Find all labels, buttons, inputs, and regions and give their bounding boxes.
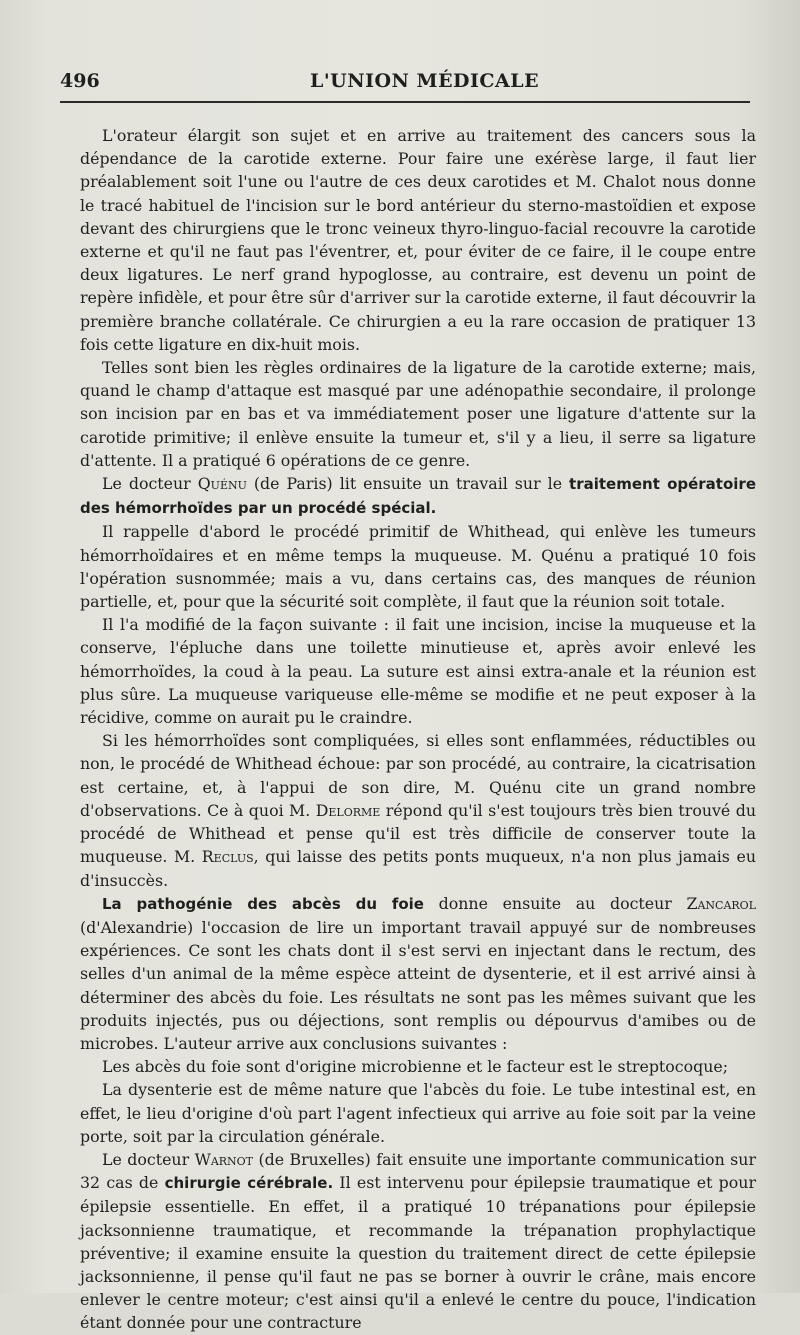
text-run: (de Bruxelles) fait ensuite une importante communication sur 32 cas de (80, 1149, 756, 1193)
text-run: La dysenterie est de même nature que l'abcès du foie. Le tube intestinal est, en effet, le lieu d'origine d'où part l'agent infectieux qui arrive au foie soit par la veine porte, soit par la circulation générale. (80, 1080, 756, 1146)
paragraph (80, 729, 756, 891)
author-name: Warnot (194, 1149, 254, 1169)
bold-phrase: traitement opératoire des hémorrhoïdes par un procédé spécial. (80, 475, 756, 518)
author-name: Quénu (197, 474, 247, 494)
text-run: répond qu'il s'est toujours très bien trouvé du procédé de Whithead et pense qu'il est très difficile de conserver toute la muqueuse. M. (80, 800, 756, 867)
bold-phrase: chirurgie cérébrale. (164, 1174, 334, 1193)
paragraph (80, 1055, 756, 1078)
text-run: Il l'a modifié de la façon suivante : il fait une incision, incise la muqueuse et la conserve, l'épluche dans une toilette minutieuse et, après avoir enlevé les hémorrhoïdes, la coud à la peau. La suture est ainsi extra-anale et la réunion est plus sûre. La muqueuse variqueuse elle-même se modifie et ne peut exposer à la récidive, comme on aurait pu le craindre. (80, 615, 756, 728)
text-run: donne ensuite au docteur (424, 893, 687, 913)
text-run: Il est intervenu pour épilepsie traumatique et pour épilepsie essentielle. En effet, il a pratiqué 10 trépanations pour épilepsie jacksonnienne traumatique, et recommande la trépanation prophylactique préventive; il examine ensuite la question du traitement direct de cette épilepsie jacksonnienne, il pense qu'il faut ne pas se borner à ouvrir le crâne, mais encore enlever le centre moteur; c'est ainsi qu'il a enlevé le centre du pouce, l'indication étant donnée pour une contracture (80, 1173, 757, 1333)
text-run: Le docteur (102, 474, 198, 494)
text-run: (de Paris) lit ensuite un travail sur le (246, 474, 570, 494)
text-run: Si les hémorrhoïdes sont compliquées, si elles sont enflammées, réductibles ou non, le procédé de Whithead échoue: par son procédé, au contraire, la cicatrisation est certaine, et, à l'appui de son dire, M. Quénu cite un grand nombre d'observations. Ce à quoi M. (80, 731, 756, 820)
paragraph (80, 613, 756, 729)
paragraph (80, 356, 756, 472)
paragraph (80, 1078, 756, 1148)
author-name: Reclus (201, 847, 254, 867)
text-run: (d'Alexandrie) l'occasion de lire un important travail appuyé sur de nombreuses expériences. Ce sont les chats dont il s'est servi en injectant dans le rectum, des selles d'un animal de la même espèce atteint de dysenterie, et il est arrivé ainsi à déterminer des abcès du foie. Les résultats ne sont pas les mêmes suivant que les produits injectés, pus ou déjections, sont remplis ou dépourvus d'amibes ou de microbes. L'auteur arrive aux conclusions suivantes : (80, 917, 756, 1053)
article-body (80, 124, 756, 1335)
page-number: 496 (60, 70, 100, 92)
text-run: Les abcès du foie sont d'origine microbienne et le facteur est le streptocoque; (102, 1057, 729, 1077)
bold-phrase: La pathogénie des abcès du foie (102, 894, 424, 913)
text-run: , qui laisse des petits ponts muqueux, n'a non plus jamais eu d'insuccès. (80, 847, 756, 890)
text-run: L'orateur élargit son sujet et en arrive au traitement des cancers sous la dépendance de la carotide externe. Pour faire une exérèse large, il faut lier préalablement soit l'une ou l'autre de ces deux carotides et M. Chalot nous donne le tracé habituel de l'incision sur le bord antérieur du sterno-mastoïdien et expose devant des chirurgiens que le tronc veineux thyro-linguo-facial recouvre la carotide externe et qu'il ne faut pas l'éventrer, et, pour éviter de ce faire, il le coupe entre deux ligatures. Le nerf grand hypoglosse, au contraire, est devenu un point de repère infidèle, et pour être sûr d'arriver sur la carotide externe, il faut découvrir la première branche collatérale. Ce chirurgien a eu la rare occasion de pratiquer 13 fois cette ligature en dix-huit mois. (80, 126, 756, 354)
text-run: Telles sont bien les règles ordinaires de la ligature de la carotide externe; mais, quand le champ d'attaque est masqué par une adénopathie secondaire, il prolonge son incision par en bas et va immédiatement poser une ligature d'attente sur la carotide primitive; il enlève ensuite la tumeur et, s'il y a lieu, il serre sa ligature d'attente. Il a pratiqué 6 opérations de ce genre. (80, 358, 756, 470)
author-name: Delorme (315, 800, 381, 820)
author-name: Zancarol (686, 893, 757, 913)
paragraph (80, 472, 756, 520)
paragraph (80, 892, 756, 1055)
header-rule (60, 101, 750, 103)
text-run: Il rappelle d'abord le procédé primitif de Whithead, qui enlève les tumeurs hémorrhoïdaires et en même temps la muqueuse. M. Quénu a pratiqué 10 fois l'opération susnommée; mais a vu, dans certains cas, des manques de réunion partielle, et, pour que la sécurité soit complète, il faut que la réunion soit totale. (80, 522, 756, 612)
text-run: Le docteur (102, 1149, 195, 1169)
paragraph (80, 1148, 756, 1335)
page-header (60, 70, 750, 100)
paragraph (80, 124, 756, 356)
running-head: L'UNION MÉDICALE (310, 70, 540, 92)
paragraph (80, 520, 756, 613)
